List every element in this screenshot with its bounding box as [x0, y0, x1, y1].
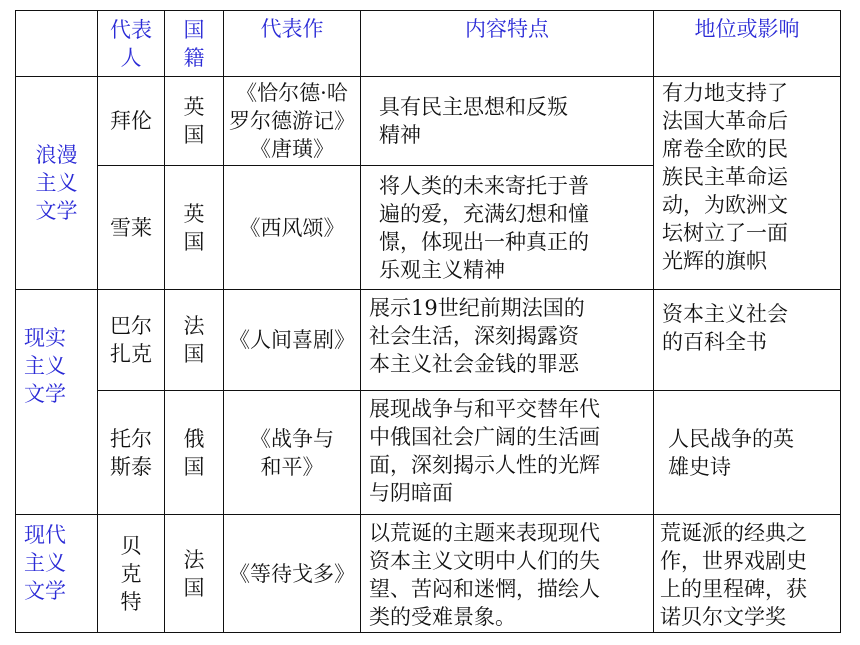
category-modern: 现代 主义 文学	[15, 514, 98, 633]
row-tolstoy-feature: 展现战争与和平交替年代 中俄国社会广阔的生活画 面，深刻揭示人性的光辉 与阴暗面	[360, 390, 654, 515]
row-byron-feature: 具有民主思想和反叛 精神	[360, 76, 654, 166]
row-balzac-status: 资本主义社会 的百科全书	[653, 289, 841, 391]
row-byron-rep: 拜伦	[97, 76, 165, 166]
header-country: 国 籍	[164, 10, 224, 77]
row-shelley-feature: 将人类的未来寄托于普 遍的爱，充满幻想和憧 憬，体现出一种真正的 乐观主义精神	[360, 165, 654, 290]
header-representative: 代表 人	[97, 10, 165, 77]
romantic-status: 有力地支持了 法国大革命后 席卷全欧的民 族民主革命运 动，为欧洲文 坛树立了一面 光辉的旗帜	[653, 76, 841, 290]
row-byron-country: 英 国	[164, 76, 224, 166]
row-balzac-rep: 巴尔 扎克	[97, 289, 165, 391]
row-tolstoy-country: 俄 国	[164, 390, 224, 515]
header-corner	[15, 10, 98, 77]
row-beckett-rep: 贝 克 特	[97, 514, 165, 633]
category-romantic: 浪漫 主义 文学	[15, 76, 98, 290]
row-beckett-status: 荒诞派的经典之 作，世界戏剧史 上的里程碑，获 诺贝尔文学奖	[653, 514, 841, 633]
row-tolstoy-status: 人民战争的英 雄史诗	[653, 390, 841, 515]
row-beckett-country: 法 国	[164, 514, 224, 633]
row-balzac-feature: 展示19世纪前期法国的 社会生活，深刻揭露资 本主义社会金钱的罪恶	[360, 289, 654, 391]
row-balzac-work: 《人间喜剧》	[223, 289, 361, 391]
header-feature: 内容特点	[360, 10, 654, 77]
category-realist: 现实 主义 文学	[15, 289, 98, 515]
header-work: 代表作	[223, 10, 361, 77]
row-shelley-rep: 雪莱	[97, 165, 165, 290]
row-beckett-feature: 以荒诞的主题来表现现代 资本主义文明中人们的失 望、苦闷和迷惘，描绘人 类的受难景象。	[360, 514, 654, 633]
row-tolstoy-rep: 托尔 斯泰	[97, 390, 165, 515]
row-balzac-country: 法 国	[164, 289, 224, 391]
header-status: 地位或影响	[653, 10, 841, 77]
row-shelley-work: 《西风颂》	[223, 165, 361, 290]
row-tolstoy-work: 《战争与 和平》	[223, 390, 361, 515]
row-shelley-country: 英 国	[164, 165, 224, 290]
literature-table	[15, 10, 841, 633]
row-beckett-work: 《等待戈多》	[223, 514, 361, 633]
row-byron-work: 《恰尔德·哈 罗尔德游记》 《唐璜》	[223, 76, 361, 166]
